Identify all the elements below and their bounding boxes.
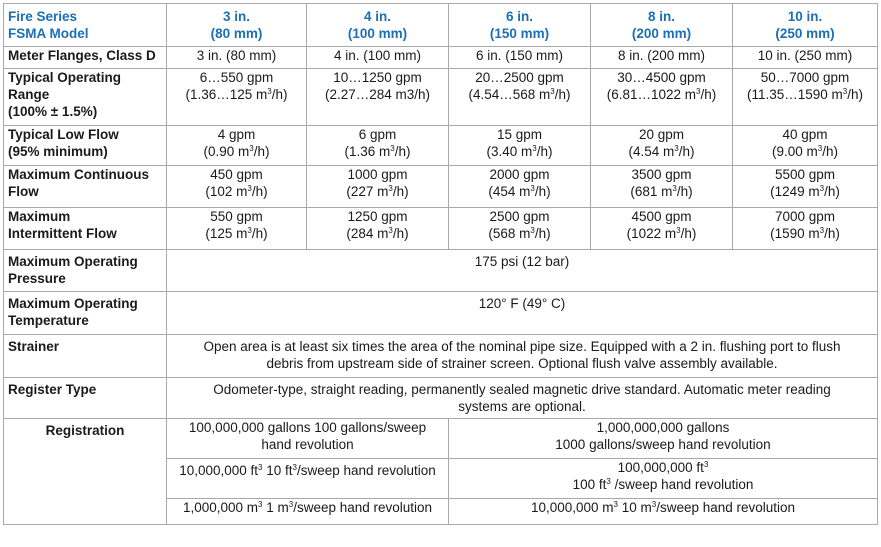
gpm-value: 2500 gpm: [489, 209, 550, 224]
size-inch: 10 in.: [787, 9, 823, 24]
size-mm: (200 mm): [631, 26, 692, 41]
m3-value: (0.90 $m^3/h$): [203, 144, 270, 159]
gpm-value: 3500 gpm: [631, 167, 692, 182]
row-label: [4, 250, 167, 292]
table-cell: 8 in. (200 mm): [591, 47, 733, 69]
row-label-line: Temperature: [8, 313, 89, 328]
row-label-line: Range: [8, 87, 50, 102]
row-registration-gallons: [4, 419, 878, 459]
table-cell: [733, 126, 878, 166]
table-cell: [449, 166, 591, 208]
row-label: [4, 69, 167, 126]
gpm-value: 5500 gpm: [774, 167, 836, 182]
row-max-pressure: [4, 250, 878, 292]
table-cell: [167, 166, 307, 208]
gpm-value: 1000 gpm: [347, 167, 408, 182]
table-cell: 10 in. (250 mm): [733, 47, 878, 69]
size-inch: 6 in.: [505, 9, 533, 24]
registration-cell: 10,000,000 $ft^3$ 10 $ft^3$/sweep hand revolution: [167, 459, 449, 499]
table-cell: [167, 126, 307, 166]
m3-value: (3.40 $m^3/h$): [486, 144, 553, 159]
row-operating-range: [4, 69, 878, 126]
gpm-value: 40 gpm: [782, 127, 828, 142]
register-text-line: Odometer-type, straight reading, permanently sealed magnetic drive standard. Automatic meter reading: [213, 382, 831, 397]
size-header-10in: [733, 4, 878, 47]
registration-cell: 1,000,000 $m^3$ 1 $m^3$/sweep hand revolution: [167, 499, 449, 525]
m3-value: (227 $m^3/h$): [346, 184, 409, 199]
table-cell: [449, 69, 591, 126]
gpm-value: 20 gpm: [638, 127, 685, 142]
table-cell: [733, 208, 878, 250]
gpm-value: 15 gpm: [496, 127, 543, 142]
table-cell: 3 in. (80 mm): [167, 47, 307, 69]
row-max-temperature: [4, 292, 878, 335]
registration-line: 1,000,000,000 gallons: [596, 420, 730, 435]
m3-value: (568 $m^3/h$): [488, 226, 551, 241]
gpm-value: 20…2500 gpm: [475, 70, 564, 85]
gpm-value: 30…4500 gpm: [617, 70, 706, 85]
row-label-line: Typical Low Flow: [8, 127, 119, 142]
m3-value: (284 $m^3/h$): [346, 226, 409, 241]
registration-line: 100 $ft^3$ /sweep hand revolution: [572, 477, 754, 492]
row-label-line: (95% minimum): [8, 144, 108, 159]
merged-cell: [167, 378, 878, 419]
table-cell: [733, 69, 878, 126]
m3-value: (454 $m^3/h$): [488, 184, 551, 199]
row-meter-flanges: [4, 47, 878, 69]
gpm-value: 2000 gpm: [489, 167, 550, 182]
gpm-value: 1250 gpm: [347, 209, 408, 224]
gpm-value: 550 gpm: [210, 209, 263, 224]
m3-value: (4.54 $m^3/h$): [628, 144, 695, 159]
table-cell: [167, 69, 307, 126]
row-label-line: Maximum: [8, 209, 71, 224]
m3-value: (1022 $m^3/h$): [626, 226, 697, 241]
m3-value: (6.81…1022 $m^3/h$): [606, 87, 717, 102]
m3-value: (681 $m^3/h$): [630, 184, 693, 199]
table-cell: [307, 126, 449, 166]
strainer-text-line: debris from upstream side of strainer screen. Optional flush valve assembly available.: [266, 356, 778, 371]
table-cell: [733, 166, 878, 208]
registration-cell: [449, 459, 878, 499]
model-header-line2: FSMA Model: [8, 26, 89, 41]
registration-cell: 10,000,000 $m^3$ 10 $m^3$/sweep hand revolution: [449, 499, 878, 525]
table-cell: 4 in. (100 mm): [307, 47, 449, 69]
size-inch: 4 in.: [363, 9, 391, 24]
merged-cell: 120° F (49° C): [167, 292, 878, 335]
size-inch: 3 in.: [222, 9, 250, 24]
model-header: [4, 4, 167, 47]
m3-value: (2.27…284 m3/h): [324, 87, 431, 102]
row-label-line: Maximum Operating: [8, 254, 138, 269]
size-header-3in: [167, 4, 307, 47]
row-max-intermittent-flow: [4, 208, 878, 250]
row-label: [4, 126, 167, 166]
table-cell: [307, 208, 449, 250]
row-label-line: Maximum Operating: [8, 296, 138, 311]
m3-value: (4.54…568 $m^3/h$): [468, 87, 571, 102]
gpm-value: 7000 gpm: [774, 209, 836, 224]
row-label: [4, 166, 167, 208]
strainer-text-line: Open area is at least six times the area of the nominal pipe size. Equipped with a 2 in. flushing port to flush: [203, 339, 841, 354]
header-row: [4, 4, 878, 47]
table-cell: [307, 69, 449, 126]
gpm-value: 6…550 gpm: [199, 70, 274, 85]
m3-value: (9.00 $m^3/h$): [772, 144, 838, 159]
m3-value: (125 $m^3/h$): [205, 226, 268, 241]
registration-line: 1000 gallons/sweep hand revolution: [555, 437, 771, 452]
gpm-value: 4500 gpm: [631, 209, 692, 224]
table-cell: [307, 166, 449, 208]
row-max-continuous-flow: [4, 166, 878, 208]
size-mm: (150 mm): [489, 26, 550, 41]
table-cell: [591, 69, 733, 126]
gpm-value: 450 gpm: [210, 167, 263, 182]
m3-value: (1590 $m^3/h$): [770, 226, 840, 241]
m3-value: (1.36…125 $m^3/h$): [185, 87, 288, 102]
size-header-6in: [449, 4, 591, 47]
table-cell: [167, 208, 307, 250]
size-mm: (100 mm): [347, 26, 408, 41]
row-label: Meter Flanges, Class D: [4, 47, 167, 69]
row-label-line: Pressure: [8, 271, 66, 286]
registration-line: hand revolution: [261, 437, 354, 452]
merged-cell: 175 psi (12 bar): [167, 250, 878, 292]
specifications-table: [3, 3, 878, 525]
merged-cell: [167, 335, 878, 378]
size-header-8in: [591, 4, 733, 47]
table-cell: [591, 166, 733, 208]
row-label-line: Flow: [8, 184, 39, 199]
row-label-line: Typical Operating: [8, 70, 122, 85]
model-header-line1: Fire Series: [8, 9, 78, 24]
gpm-value: 50…7000 gpm: [760, 70, 850, 85]
table-cell: [449, 126, 591, 166]
row-label-line: Intermittent Flow: [8, 226, 117, 241]
row-label: Registration: [4, 419, 167, 525]
table-cell: [449, 208, 591, 250]
row-label: Register Type: [4, 378, 167, 419]
row-label-line: Maximum Continuous: [8, 167, 149, 182]
gpm-value: 6 gpm: [358, 127, 397, 142]
m3-value: (11.35…1590 $m^3/h$): [746, 87, 864, 102]
row-label: Strainer: [4, 335, 167, 378]
register-text-line: systems are optional.: [458, 399, 586, 414]
registration-cell: [167, 419, 449, 459]
table-cell: [591, 126, 733, 166]
row-label: [4, 208, 167, 250]
row-strainer: [4, 335, 878, 378]
registration-line: 100,000,000 gallons 100 gallons/sweep: [188, 420, 427, 435]
size-inch: 8 in.: [647, 9, 675, 24]
size-mm: (80 mm): [210, 26, 263, 41]
gpm-value: 4 gpm: [217, 127, 256, 142]
registration-cell: [449, 419, 878, 459]
size-header-4in: [307, 4, 449, 47]
row-low-flow: [4, 126, 878, 166]
size-mm: (250 mm): [775, 26, 835, 41]
m3-value: (102 $m^3/h$): [205, 184, 268, 199]
row-label: [4, 292, 167, 335]
row-label-line: (100% ± 1.5%): [8, 104, 98, 119]
table-cell: [591, 208, 733, 250]
registration-line: 100,000,000 $ft^3$: [617, 460, 709, 475]
table-cell: 6 in. (150 mm): [449, 47, 591, 69]
m3-value: (1249 $m^3/h$): [770, 184, 840, 199]
gpm-value: 10…1250 gpm: [333, 70, 422, 85]
row-register-type: [4, 378, 878, 419]
m3-value: (1.36 $m^3/h$): [344, 144, 411, 159]
